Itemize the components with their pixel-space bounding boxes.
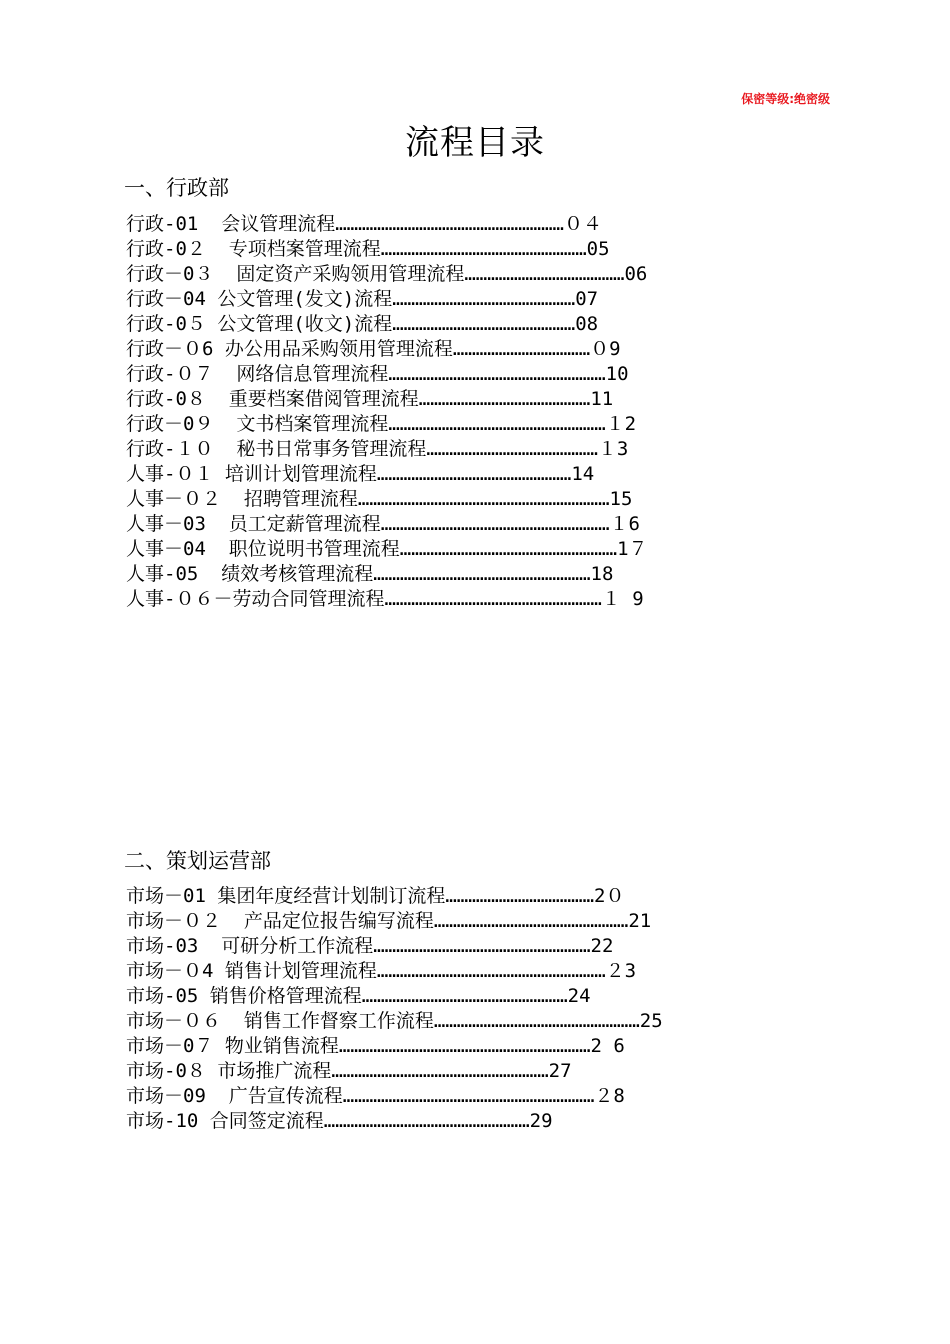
toc-entry[interactable]: 市场－0７ 物业销售流程…………………………………………………………2 6 xyxy=(126,1035,625,1057)
toc-entry[interactable]: 行政－0９ 文书档案管理流程…………………………………………………１2 xyxy=(126,413,637,435)
toc-entry[interactable]: 行政－04 公文管理(发文)流程…………………………………………07 xyxy=(126,288,599,310)
toc-entry[interactable]: 人事－０２ 招聘管理流程…………………………………………………………15 xyxy=(126,488,633,510)
toc-list-admin xyxy=(126,212,826,612)
toc-entry[interactable]: 市场－０６ 销售工作督察工作流程………………………………………………25 xyxy=(126,1010,663,1032)
toc-entry[interactable]: 人事－03 员工定薪管理流程……………………………………………………１6 xyxy=(126,513,640,535)
toc-entry[interactable]: 市场－01 集团年度经营计划制订流程…………………………………2０ xyxy=(126,885,625,907)
toc-entry[interactable]: 人事-05 绩效考核管理流程…………………………………………………18 xyxy=(126,563,614,585)
toc-entry[interactable]: 行政－０6 办公用品采购领用管理流程………………………………０9 xyxy=(126,338,621,360)
toc-entry[interactable]: 市场-05 销售价格管理流程………………………………………………24 xyxy=(126,985,591,1007)
toc-entry[interactable]: 行政-0８ 重要档案借阅管理流程………………………………………11 xyxy=(126,388,614,410)
page-title: 流程目录 xyxy=(405,123,545,163)
toc-entry[interactable]: 市场-0８ 市场推广流程…………………………………………………27 xyxy=(126,1060,572,1082)
toc-entry[interactable]: 市场-10 合同签定流程………………………………………………29 xyxy=(126,1110,553,1132)
toc-entry[interactable]: 行政-01 会议管理流程……………………………………………………０４ xyxy=(126,213,602,235)
toc-entry[interactable]: 行政-0２ 专项档案管理流程………………………………………………05 xyxy=(126,238,610,260)
toc-entry[interactable]: 行政－0３ 固定资产采购领用管理流程……………………………………06 xyxy=(126,263,648,285)
toc-entry[interactable]: 行政-１０ 秘书日常事务管理流程………………………………………１3 xyxy=(126,438,629,460)
toc-entry[interactable]: 人事-０６－劳动合同管理流程…………………………………………………１ 9 xyxy=(126,588,644,610)
toc-entry[interactable]: 市场－０２ 产品定位报告编写流程……………………………………………21 xyxy=(126,910,652,932)
toc-entry[interactable]: 市场-03 可研分析工作流程…………………………………………………22 xyxy=(126,935,614,957)
classification-label: 保密等级:绝密级 xyxy=(741,92,830,106)
toc-list-marketing xyxy=(126,884,826,1134)
toc-entry[interactable]: 市场－09 广告宣传流程…………………………………………………………２8 xyxy=(126,1085,625,1107)
section-heading-marketing: 二、策划运营部 xyxy=(124,849,271,873)
toc-entry[interactable]: 人事－04 职位说明书管理流程…………………………………………………1７ xyxy=(126,538,648,560)
section-heading-admin: 一、行政部 xyxy=(124,176,229,200)
toc-entry[interactable]: 行政-０７ 网络信息管理流程…………………………………………………10 xyxy=(126,363,629,385)
toc-entry[interactable]: 人事-０１ 培训计划管理流程……………………………………………14 xyxy=(126,463,595,485)
toc-entry[interactable]: 行政-0５ 公文管理(收文)流程…………………………………………08 xyxy=(126,313,599,335)
toc-entry[interactable]: 市场－０4 销售计划管理流程……………………………………………………２3 xyxy=(126,960,637,982)
